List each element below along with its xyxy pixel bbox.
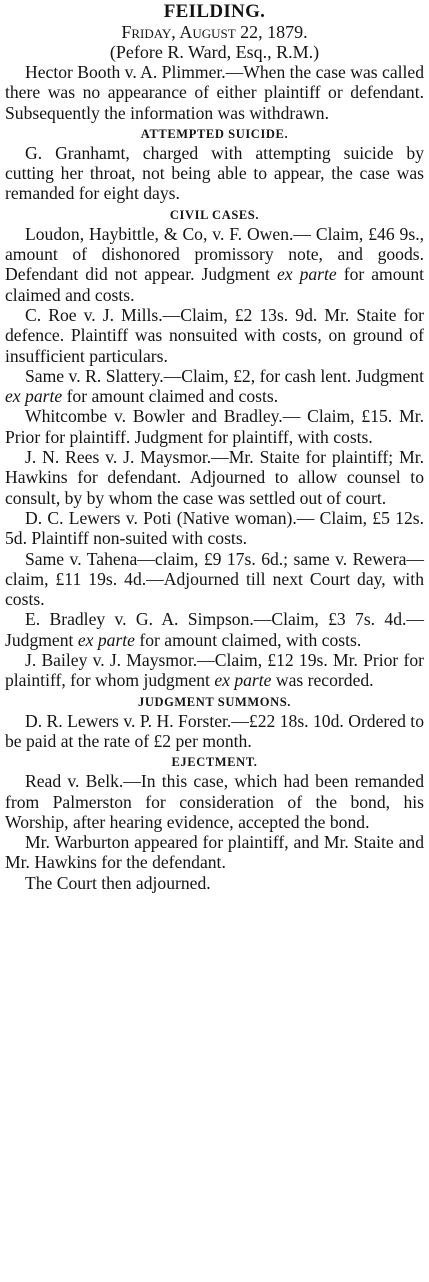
case-text-tail: was recorded. [275, 670, 374, 691]
ex-parte-text: ex parte [214, 670, 272, 691]
case-text-tail: for amount claimed and costs. [66, 386, 279, 407]
case-text-tail: for amount claimed, with costs. [139, 629, 362, 650]
heading-ejectment: EJECTMENT. [171, 755, 258, 770]
paragraph-lewers-forster: D. R. Lewers v. P. H. Forster.—£22 18s. 10d. Ordered to be paid at the rate of £2 per month. [5, 710, 424, 751]
case-rees-maysmor: J. N. Rees v. J. Maysmor.—Mr. Staite for plaintiff; Mr. Hawkins for defendant. Adjourned to allow counsel to consult, by by whom the case was settled out of court. [5, 447, 424, 508]
ex-parte-text: ex parte [77, 629, 135, 650]
paragraph-adjourned: The Court then adjourned. [25, 872, 211, 893]
case-loudon-owen [5, 224, 424, 305]
paragraph-granhamt: G. Granhamt, charged with attempting suicide by cutting her throat, not being able to appear, the case was remanded for eight days. [5, 142, 424, 204]
case-lewers-poti: D. C. Lewers v. Poti (Native woman).— Claim, £5 12s. 5d. Plaintiff non-suited with costs. [5, 507, 424, 549]
case-text: E. Bradley v. G. A. Simpson.—Claim, £3 7s. 4d.—Judgment [5, 609, 424, 650]
case-whitcombe-bowler: Whitcombe v. Bowler and Bradley.— Claim, £15. Mr. Prior for plaintiff. Judgment for plaintiff, with costs. [5, 406, 424, 447]
dateline: Friday, August 22, 1879. [121, 22, 308, 42]
case-roe-slattery [5, 366, 424, 407]
court-line: (Pefore R. Ward, Esq., R.M.) [109, 42, 320, 62]
masthead: FEILDING. [163, 1, 266, 22]
ex-parte-text: ex parte [5, 386, 63, 407]
case-bailey-maysmor [5, 650, 424, 691]
heading-judgment-summons: JUDGMENT SUMMONS. [137, 694, 292, 709]
case-text: Loudon, Haybittle, & Co, v. F. Owen.— Claim, £46 9s., amount of dishonored promissory note, and goods. Defendant did not appear. Judgment [5, 223, 424, 285]
paragraph-read-belk: Read v. Belk.—In this case, which had been remanded from Palmerston for consideration of the bond, his Worship, after hearing evidence, accepted the bond. [5, 771, 424, 832]
case-text-tail: for amount claimed and costs. [5, 264, 425, 305]
paragraph-booth-plimmer: Hector Booth v. A. Plimmer.—When the case was called there was no appearance of either plaintiff or defendant. Subsequently the information was withdrawn. [5, 62, 425, 123]
heading-civil-cases: CIVIL CASES. [169, 207, 260, 222]
case-text: Same v. R. Slattery.—Claim, £2, for cash lent. Judgment [25, 365, 424, 386]
case-bradley-simpson [5, 609, 424, 650]
case-text: J. Bailey v. J. Maysmor.—Claim, £12 19s. Mr. Prior for plaintiff, for whom judgment [5, 650, 424, 691]
case-lewers-tahena-rewera: Same v. Tahena—claim, £9 17s. 6d.; same v. Rewera—claim, £11 19s. 4d.—Adjourned till next Court day, with costs. [5, 548, 424, 610]
ex-parte-text: ex parte [276, 264, 337, 285]
paragraph-counsel: Mr. Warburton appeared for plaintiff, and Mr. Staite and Mr. Hawkins for the defendant. [5, 832, 424, 873]
case-roe-mills: C. Roe v. J. Mills.—Claim, £2 13s. 9d. Mr. Staite for defence. Plaintiff was nonsuited with costs, on ground of insufficient particulars. [5, 304, 424, 366]
heading-attempted-suicide: ATTEMPTED SUICIDE. [140, 126, 289, 141]
